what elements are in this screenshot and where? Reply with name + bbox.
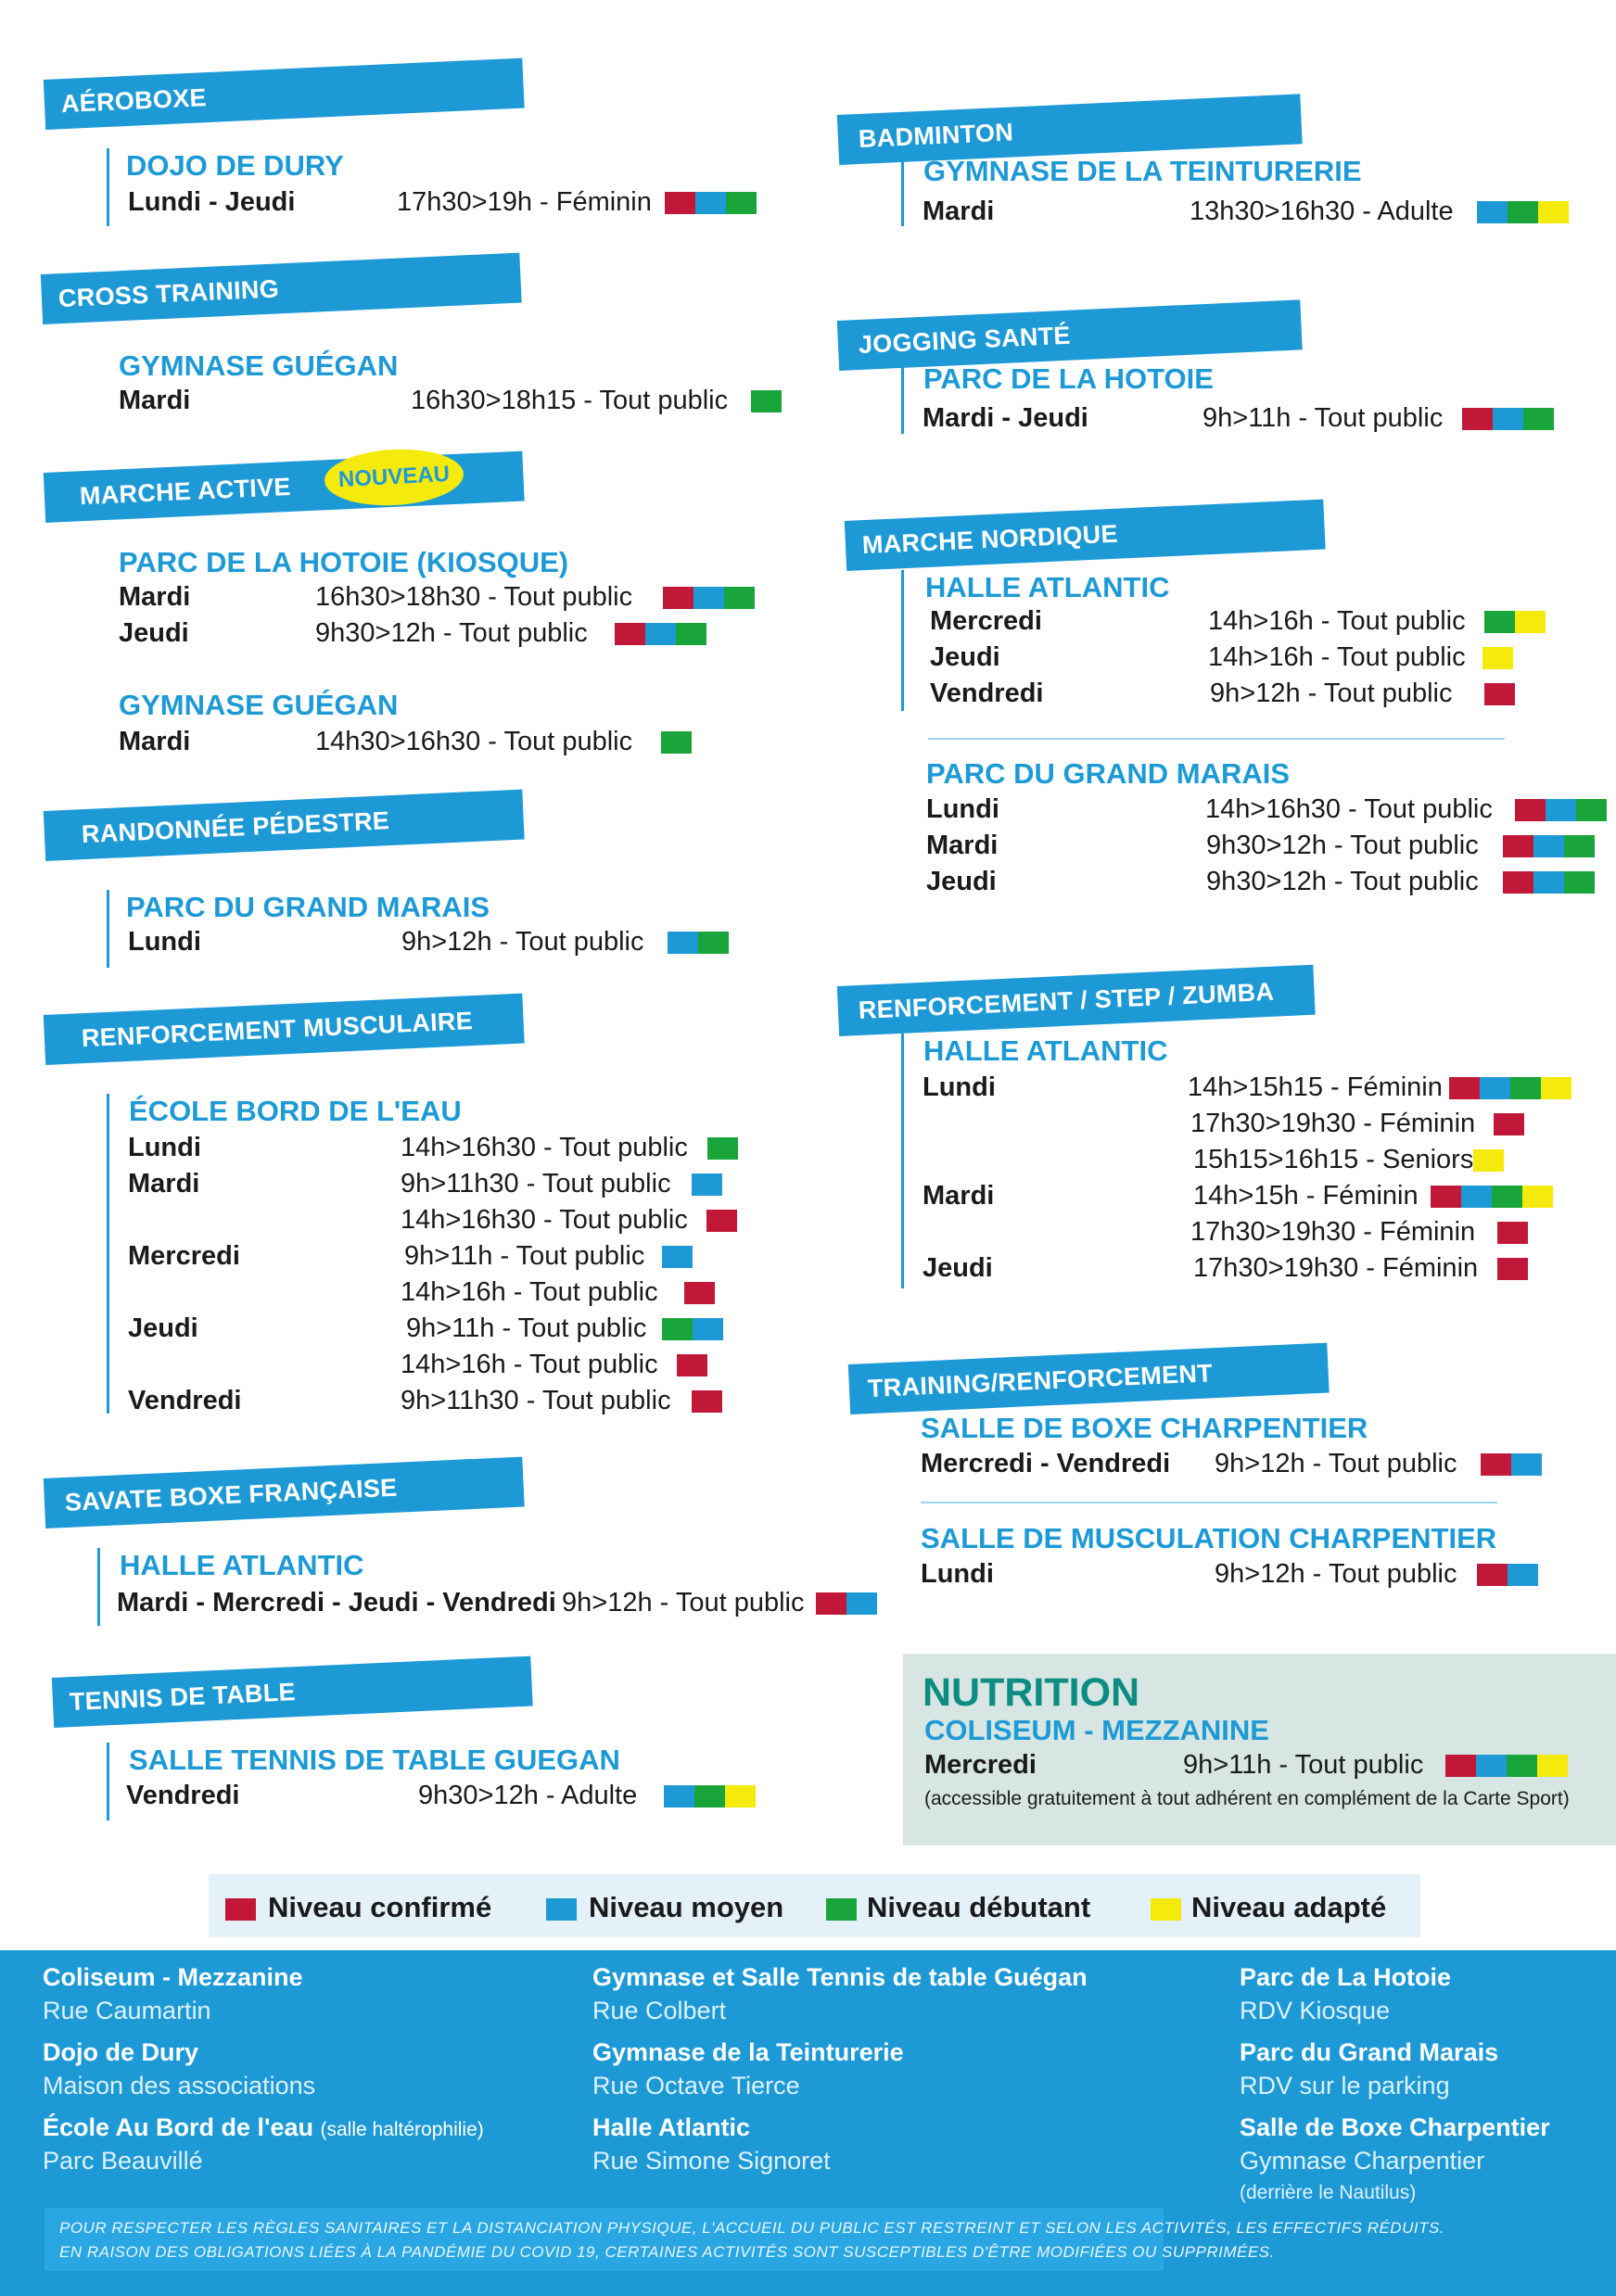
level-indicator — [1515, 799, 1607, 821]
level-indicator — [664, 1785, 756, 1808]
schedule-time: 17h30>19h30 - Féminin — [1193, 1253, 1479, 1283]
level-square-debutant — [698, 932, 729, 954]
venue-name: GYMNASE DE LA TEINTURERIE — [923, 155, 1362, 187]
new-badge: NOUVEAU — [324, 446, 465, 509]
level-square-debutant — [724, 587, 755, 609]
schedule-time: 9h>12h - Tout public — [1210, 679, 1453, 708]
schedule-day: Jeudi — [119, 618, 189, 648]
level-square-debutant — [1508, 201, 1538, 223]
level-square-adapte — [1473, 1149, 1504, 1172]
banner-training — [848, 1343, 1330, 1414]
level-square-confirme — [615, 623, 645, 645]
level-square-debutant — [694, 1785, 725, 1808]
banner-aeroboxe — [44, 58, 525, 130]
legend-label-adapte: Niveau adapté — [1191, 1891, 1387, 1923]
schedule-time: 13h30>16h30 - Adulte — [1190, 197, 1454, 226]
schedule-day: Mardi — [128, 1169, 200, 1199]
level-indicator — [684, 1282, 715, 1304]
schedule-time: 9h>12h - Tout public — [1215, 1449, 1457, 1478]
schedule-time: 16h30>18h15 - Tout public — [411, 386, 729, 415]
location-name — [43, 2113, 484, 2142]
schedule-time: 14h>16h - Tout public — [401, 1277, 658, 1307]
venue-name: PARC DU GRAND MARAIS — [926, 757, 1291, 790]
level-square-debutant — [1507, 1755, 1537, 1777]
schedule-time: 17h30>19h30 - Féminin — [1190, 1217, 1476, 1247]
level-square-debutant — [1576, 799, 1607, 821]
level-square-debutant — [1492, 1186, 1522, 1208]
level-indicator — [1497, 1222, 1528, 1244]
schedule-day: Lundi — [923, 1072, 996, 1102]
nutrition-box — [903, 1654, 1616, 1846]
schedule-day: Mardi - Jeudi — [923, 403, 1088, 433]
notice-line: EN RAISON DES OBLIGATIONS LIÉES À LA PANDÉMIE DU COVID 19, CERTAINES ACTIVITÉS SONT SUSCEPTIBLES D'ÊTRE MODIFIÉES OU SUPPRIMÉES. — [59, 2243, 1275, 2261]
schedule-time: 9h>12h - Tout public — [1215, 1559, 1457, 1589]
level-square-confirme — [663, 587, 693, 609]
location-name-text: École Au Bord de l'eau — [43, 2113, 313, 2141]
schedule-time: 14h>16h - Tout public — [1208, 642, 1466, 672]
level-square-adapte — [1515, 611, 1546, 633]
level-square-confirme — [1462, 408, 1493, 430]
schedule-time: 9h>11h - Tout public — [1183, 1750, 1424, 1780]
location-address: RDV sur le parking — [1240, 2072, 1450, 2099]
level-indicator — [1484, 611, 1546, 633]
level-square-confirme — [1503, 835, 1533, 857]
level-square-moyen — [1477, 201, 1508, 223]
level-square-moyen — [662, 1246, 693, 1268]
level-square-adapte — [1482, 647, 1513, 669]
nutrition-title: NUTRITION — [923, 1670, 1140, 1715]
level-square-confirme — [816, 1592, 846, 1615]
level-square-debutant — [707, 1137, 738, 1160]
level-indicator — [1503, 835, 1595, 857]
location-address: Rue Colbert — [592, 1997, 727, 2024]
location-extra: (derrière le Nautilus) — [1240, 2182, 1417, 2203]
schedule-time: 9h>12h - Tout public — [562, 1588, 805, 1617]
level-square-moyen — [692, 1173, 722, 1196]
level-indicator — [751, 390, 782, 412]
section-title: TENNIS DE TABLE — [69, 1678, 297, 1717]
level-square-moyen — [693, 1318, 723, 1340]
nutrition-note: (accessible gratuitement à tout adhérent en complément de la Carte Sport) — [924, 1788, 1570, 1809]
banner-randonnee — [44, 790, 525, 861]
level-indicator — [661, 731, 692, 754]
banner-savate — [44, 1457, 525, 1529]
level-indicator — [1484, 683, 1515, 705]
location-name: Coliseum - Mezzanine — [43, 1963, 303, 1991]
schedule-time: 9h30>12h - Tout public — [1206, 867, 1479, 896]
section-title: AÉROBOXE — [60, 83, 208, 119]
location-address: Parc Beauvillé — [43, 2147, 203, 2175]
level-indicator — [615, 623, 706, 645]
schedule-day: Mercredi — [930, 606, 1042, 636]
level-indicator — [1477, 201, 1569, 223]
section-title: RANDONNÉE PÉDESTRE — [81, 806, 390, 849]
venue-name: GYMNASE GUÉGAN — [119, 349, 399, 382]
schedule-day: Mercredi — [924, 1750, 1037, 1780]
level-square-adapte — [1522, 1186, 1553, 1208]
section-title: BADMINTON — [858, 118, 1014, 153]
schedule-time: 9h>11h - Tout public — [404, 1241, 645, 1271]
level-square-confirme — [677, 1354, 707, 1376]
location-extra: (salle haltérophilie) — [320, 2119, 484, 2140]
venue-name: PARC DE LA HOTOIE (KIOSQUE) — [119, 546, 569, 578]
level-square-debutant — [1484, 611, 1515, 633]
section-title: RENFORCEMENT MUSCULAIRE — [81, 1007, 474, 1053]
level-square-confirme — [1445, 1755, 1476, 1777]
banner-jogging — [837, 299, 1303, 371]
location-address: RDV Kiosque — [1240, 1997, 1391, 2024]
level-indicator — [662, 1318, 723, 1340]
schedule-time: 17h30>19h30 - Féminin — [1190, 1109, 1476, 1138]
schedule-day: Jeudi — [128, 1313, 198, 1343]
level-square-confirme — [1431, 1186, 1461, 1208]
level-indicator — [1477, 1564, 1538, 1586]
schedule-time: 14h>16h30 - Tout public — [401, 1133, 688, 1162]
banner-cross-training — [41, 253, 522, 324]
banner-nordique — [845, 500, 1326, 571]
level-square-moyen — [1480, 1077, 1510, 1099]
level-square-moyen — [1546, 799, 1576, 821]
location-name: Parc du Grand Marais — [1240, 2038, 1499, 2066]
schedule-day: Lundi — [926, 794, 999, 824]
level-indicator — [1497, 1258, 1528, 1280]
legend-swatch-confirme — [225, 1898, 256, 1921]
schedule-time: 9h30>12h - Adulte — [418, 1781, 638, 1810]
venue-name: SALLE TENNIS DE TABLE GUEGAN — [129, 1744, 620, 1776]
covid-notice — [45, 2208, 1445, 2271]
section-title: SAVATE BOXE FRANÇAISE — [64, 1473, 399, 1516]
schedule-time: 9h>12h - Tout public — [401, 927, 644, 957]
level-square-debutant — [1564, 835, 1595, 857]
level-square-moyen — [1461, 1186, 1492, 1208]
banner-step — [837, 965, 1316, 1036]
schedule-time: 17h30>19h - Féminin — [397, 187, 652, 217]
location-name: Gymnase et Salle Tennis de table Guégan — [592, 1963, 1088, 1991]
divider — [928, 738, 1505, 740]
schedule-day: Mardi — [119, 386, 191, 415]
level-square-debutant — [662, 1318, 693, 1340]
section-title: CROSS TRAINING — [57, 274, 280, 313]
schedule-day: Vendredi — [128, 1386, 242, 1415]
level-indicator — [1431, 1186, 1553, 1208]
legend-label-confirme: Niveau confirmé — [268, 1891, 492, 1923]
level-indicator — [692, 1173, 722, 1196]
location-name: Salle de Boxe Charpentier — [1240, 2113, 1550, 2141]
level-indicator — [1473, 1149, 1504, 1172]
schedule-time: 9h>11h - Tout public — [1202, 403, 1444, 433]
level-square-adapte — [1537, 1755, 1568, 1777]
level-square-moyen — [1533, 835, 1564, 857]
section-title: JOGGING SANTÉ — [858, 321, 1072, 359]
venue-name: SALLE DE MUSCULATION CHARPENTIER — [921, 1522, 1497, 1554]
venue-name: DOJO DE DURY — [126, 149, 344, 182]
level-square-confirme — [1481, 1453, 1511, 1476]
venue-name: PARC DE LA HOTOIE — [923, 362, 1214, 395]
schedule-day: Mardi — [119, 582, 191, 612]
section-title: RENFORCEMENT / STEP / ZUMBA — [858, 977, 1275, 1024]
schedule-day: Lundi — [921, 1559, 994, 1589]
location-address: Rue Caumartin — [43, 1997, 211, 2024]
level-square-confirme — [665, 192, 695, 214]
location-name: Parc de La Hotoie — [1240, 1963, 1452, 1991]
level-square-confirme — [1515, 799, 1546, 821]
level-square-moyen — [846, 1592, 877, 1615]
level-square-adapte — [1538, 201, 1569, 223]
schedule-day: Vendredi — [930, 679, 1044, 708]
venue-name: ÉCOLE BORD DE L'EAU — [129, 1095, 462, 1127]
venue-name: COLISEUM - MEZZANINE — [924, 1714, 1269, 1746]
schedule-day: Mardi — [926, 831, 999, 860]
level-indicator — [663, 587, 755, 609]
level-square-moyen — [1511, 1453, 1542, 1476]
schedule-time: 14h>15h15 - Féminin — [1188, 1072, 1443, 1102]
level-square-confirme — [1497, 1258, 1528, 1280]
schedule-day: Lundi — [128, 1133, 201, 1162]
level-square-confirme — [706, 1210, 737, 1232]
level-square-confirme — [1484, 683, 1515, 705]
level-indicator — [1482, 647, 1513, 669]
location-address: Maison des associations — [43, 2072, 316, 2099]
schedule-day: Lundi — [128, 927, 201, 957]
location-name: Halle Atlantic — [592, 2113, 751, 2141]
schedule-time: 9h>11h30 - Tout public — [401, 1169, 671, 1199]
venue-name: GYMNASE GUÉGAN — [119, 689, 399, 721]
schedule-time: 14h>16h30 - Tout public — [401, 1205, 688, 1235]
level-square-debutant — [661, 731, 692, 754]
banner-tennis — [52, 1656, 533, 1728]
schedule-day: Mardi - Mercredi - Jeudi - Vendredi — [117, 1588, 556, 1617]
level-indicator — [1449, 1077, 1571, 1099]
level-indicator — [707, 1137, 738, 1160]
schedule-day: Mercredi - Vendredi — [921, 1449, 1171, 1478]
legend-label-debutant: Niveau débutant — [867, 1891, 1091, 1923]
location-name: Gymnase de la Teinturerie — [592, 2038, 904, 2066]
notice-line: POUR RESPECTER LES RÈGLES SANITAIRES ET LA DISTANCIATION PHYSIQUE, L'ACCUEIL DU PUBLIC EST RESTREINT ET SELON LES ACTIVITÉS, LES EFFECTIFS RÉDUITS. — [59, 2219, 1445, 2237]
location-name: Dojo de Dury — [43, 2038, 199, 2066]
level-square-debutant — [1510, 1077, 1541, 1099]
level-square-moyen — [695, 192, 726, 214]
level-square-debutant — [1523, 408, 1554, 430]
level-indicator — [816, 1592, 877, 1615]
level-indicator — [665, 192, 757, 214]
level-square-moyen — [668, 932, 698, 954]
level-square-confirme — [1503, 871, 1533, 894]
level-indicator — [668, 932, 729, 954]
legend-label-moyen: Niveau moyen — [589, 1891, 784, 1923]
venue-name: PARC DU GRAND MARAIS — [126, 891, 490, 923]
level-indicator — [1481, 1453, 1542, 1476]
schedule-day: Vendredi — [126, 1781, 240, 1810]
level-square-confirme — [692, 1390, 722, 1413]
section-title: MARCHE NORDIQUE — [861, 519, 1119, 560]
level-indicator — [1462, 408, 1554, 430]
legend-swatch-adapte — [1151, 1898, 1181, 1921]
level-square-moyen — [1508, 1564, 1538, 1586]
level-indicator — [677, 1354, 707, 1376]
schedule-time: 9h30>12h - Tout public — [1206, 831, 1479, 860]
level-square-confirme — [1494, 1113, 1524, 1135]
level-square-adapte — [1541, 1077, 1571, 1099]
schedule-time: 15h15>16h15 - Seniors — [1193, 1145, 1474, 1174]
venue-name: SALLE DE BOXE CHARPENTIER — [921, 1412, 1368, 1444]
level-square-adapte — [725, 1785, 756, 1808]
location-address: Rue Simone Signoret — [592, 2147, 831, 2175]
level-indicator — [692, 1390, 722, 1413]
level-square-moyen — [664, 1785, 694, 1808]
schedule-time: 9h>11h30 - Tout public — [401, 1386, 671, 1415]
venue-name: HALLE ATLANTIC — [923, 1034, 1168, 1067]
level-square-debutant — [726, 192, 757, 214]
level-square-moyen — [1476, 1755, 1507, 1777]
schedule-time: 14h>16h - Tout public — [401, 1350, 658, 1379]
location-address: Rue Octave Tierce — [592, 2072, 800, 2099]
level-indicator — [706, 1210, 737, 1232]
level-square-debutant — [1564, 871, 1595, 894]
schedule-day: Mardi — [119, 727, 191, 756]
schedule-day: Jeudi — [930, 642, 1000, 672]
level-square-confirme — [1497, 1222, 1528, 1244]
section-title: MARCHE ACTIVE — [79, 472, 292, 511]
level-square-debutant — [751, 390, 782, 412]
schedule-time: 14h>15h - Féminin — [1193, 1181, 1419, 1211]
schedule-time: 14h>16h - Tout public — [1208, 606, 1466, 636]
schedule-day: Mardi — [923, 197, 995, 226]
schedule-time: 9h>11h - Tout public — [406, 1313, 647, 1343]
venue-name: HALLE ATLANTIC — [925, 571, 1170, 603]
level-square-moyen — [693, 587, 724, 609]
level-square-moyen — [645, 623, 676, 645]
schedule-day: Mardi — [923, 1181, 995, 1211]
level-square-confirme — [1477, 1564, 1508, 1586]
legend-swatch-moyen — [546, 1898, 577, 1921]
schedule-day: Lundi - Jeudi — [128, 187, 296, 217]
level-square-moyen — [1533, 871, 1564, 894]
schedule-day: Jeudi — [923, 1253, 993, 1283]
divider — [921, 1502, 1497, 1503]
level-legend — [209, 1874, 1420, 1937]
venue-name: HALLE ATLANTIC — [120, 1549, 364, 1581]
level-square-confirme — [1449, 1077, 1480, 1099]
level-indicator — [662, 1246, 693, 1268]
location-address: Gymnase Charpentier — [1240, 2147, 1485, 2175]
legend-swatch-debutant — [826, 1898, 857, 1921]
schedule-day: Jeudi — [926, 867, 997, 896]
level-indicator — [1494, 1113, 1524, 1135]
banner-renforcement — [44, 994, 525, 1065]
level-square-confirme — [684, 1282, 715, 1304]
schedule-time: 9h30>12h - Tout public — [315, 618, 588, 648]
schedule-time: 16h30>18h30 - Tout public — [315, 582, 633, 612]
schedule-time: 14h30>16h30 - Tout public — [315, 727, 633, 756]
level-square-moyen — [1493, 408, 1523, 430]
level-indicator — [1503, 871, 1595, 894]
level-square-debutant — [676, 623, 706, 645]
section-title: TRAINING/RENFORCEMENT — [867, 1359, 1214, 1403]
level-indicator — [1445, 1755, 1568, 1777]
schedule-day: Mercredi — [128, 1241, 240, 1271]
schedule-time: 14h>16h30 - Tout public — [1205, 794, 1493, 824]
